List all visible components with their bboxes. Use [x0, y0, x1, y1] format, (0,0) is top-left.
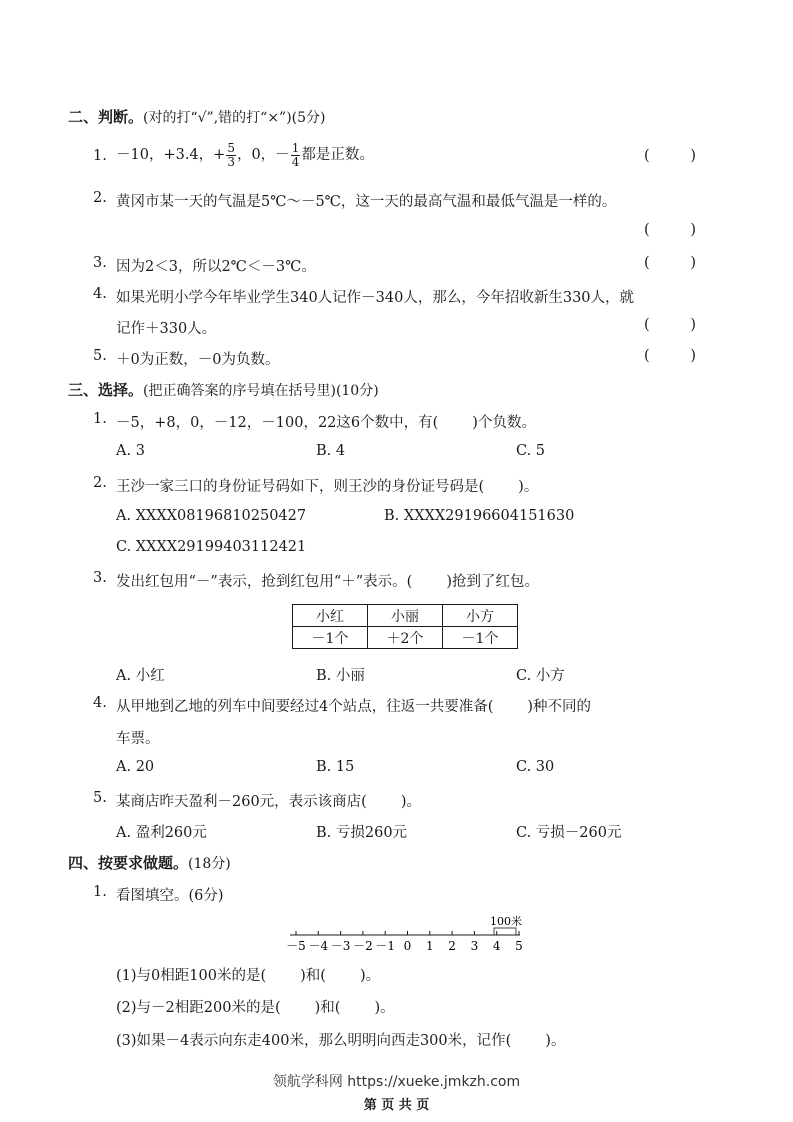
table-cell: ＋2个: [368, 627, 443, 649]
answer-paren[interactable]: [644, 255, 696, 271]
q-number: 4.: [93, 695, 107, 711]
fraction: [226, 142, 236, 169]
section-note: (对的打“√”,错的打“×”)(5分): [143, 110, 326, 126]
number-line-tick-label: 2: [448, 939, 456, 953]
table-header-cell: 小红: [293, 605, 368, 627]
option-b: B. XXXX29196604151630: [384, 508, 575, 524]
number-line-tick-label: －5: [286, 939, 306, 953]
number-line-tick-label: －4: [308, 939, 329, 953]
q-text: )。: [545, 1033, 566, 1049]
watermark: 领航学科网 https://xueke.jmkzh.com: [272, 1074, 521, 1090]
option-a: A. 盈利260元: [116, 825, 207, 841]
q-text: 某商店昨天盈利－260元，表示该商店(: [116, 794, 367, 810]
table-header-cell: 小丽: [368, 605, 443, 627]
answer-paren[interactable]: [644, 317, 696, 333]
paren-open: (: [644, 348, 650, 364]
option-c: C. XXXX29199403112421: [116, 539, 307, 555]
number-line-tick-label: 5: [515, 939, 523, 953]
choice-question-4: [116, 695, 591, 716]
paren-open: (: [644, 255, 650, 271]
option-c: C. 30: [516, 759, 555, 775]
q-text: )。: [400, 794, 422, 810]
option-c: C. 亏损－260元: [516, 825, 622, 841]
q-text: )。: [518, 479, 539, 495]
table-cell: －1个: [293, 627, 368, 649]
paren-open: (: [644, 148, 650, 164]
task-question-1: 看图填空。(6分): [116, 888, 224, 904]
q-number: 3.: [93, 255, 107, 271]
option-c: C. 5: [516, 443, 546, 459]
paren-close: ): [690, 348, 696, 364]
table-row: [293, 627, 518, 649]
number-line-tick-label: 4: [492, 939, 501, 953]
number-line-tick-label: －2: [353, 939, 373, 953]
answer-paren[interactable]: [644, 148, 696, 164]
answer-paren[interactable]: [644, 348, 696, 364]
number-line-tick-label: －3: [330, 939, 351, 953]
q-text: (2)与－2相距200米的是(: [116, 1000, 281, 1016]
section-note: (把正确答案的序号填在括号里)(10分): [143, 383, 379, 399]
paren-close: ): [690, 148, 696, 164]
q-text: (3)如果－4表示向东走400米，那么明明向西走300米，记作(: [116, 1033, 512, 1049]
fill-blank-1: [116, 964, 380, 985]
option-b: B. 小丽: [316, 668, 365, 684]
judge-question-4-line1: 如果光明小学今年毕业学生340人记作－340人，那么，今年招收新生330人，就: [116, 290, 635, 306]
q-text: 都是正数。: [301, 147, 374, 163]
q-text: )抢到了红包。: [446, 574, 539, 590]
section-3-title: [68, 379, 379, 400]
option-b: B. 15: [316, 759, 355, 775]
q-text: 从甲地到乙地的列车中间要经过4个站点，往返一共要准备(: [116, 699, 494, 715]
option-c: C. 小方: [516, 668, 565, 684]
option-a: A. 20: [116, 759, 155, 775]
scale-bar: [494, 928, 516, 935]
number-line-ticks: [286, 931, 523, 953]
q-text: )和(: [314, 1000, 341, 1016]
fraction: [291, 142, 301, 169]
section-note: (18分): [188, 856, 231, 872]
number-line-tick-label: 1: [425, 939, 434, 953]
q-text: －10，+3.4，+: [116, 147, 226, 163]
frac-num: 1: [291, 140, 300, 155]
q-text: 王沙一家三口的身份证号码如下，则王沙的身份证号码是(: [116, 479, 485, 495]
q-number: 1.: [93, 884, 107, 900]
section-title-text: 二、判断。: [68, 108, 144, 126]
red-packet-table: [292, 604, 518, 649]
q-number: 1.: [93, 148, 107, 164]
table-header-row: [293, 605, 518, 627]
section-title-text: 四、按要求做题。: [68, 854, 189, 872]
section-2-title: [68, 106, 326, 127]
q-text: )。: [374, 1000, 395, 1016]
choice-question-3: [116, 570, 539, 591]
scale-label: 100米: [490, 915, 522, 928]
paren-open: (: [644, 222, 650, 238]
q-text: －5，+8，0，－12，－100，22这6个数中，有(: [116, 415, 439, 431]
q-number: 1.: [93, 411, 107, 427]
number-line: [284, 912, 534, 954]
judge-question-2: 黄冈市某一天的气温是5℃～－5℃，这一天的最高气温和最低气温是一样的。: [116, 194, 617, 210]
paren-close: ): [690, 317, 696, 333]
fill-blank-2: [116, 996, 395, 1017]
page-number: 第 页 共 页: [363, 1098, 430, 1113]
paren-open: (: [644, 317, 650, 333]
q-number: 3.: [93, 570, 107, 586]
q-text: )和(: [300, 968, 326, 984]
option-b: B. 亏损260元: [316, 825, 408, 841]
option-b: B. 4: [316, 443, 346, 459]
q-number: 5.: [93, 790, 107, 806]
choice-question-2: [116, 475, 538, 496]
q-text: ，0，－: [236, 147, 290, 163]
q-text: )个负数。: [472, 415, 536, 431]
q-number: 4.: [93, 286, 107, 302]
judge-question-3: 因为2＜3，所以2℃＜－3℃。: [116, 259, 316, 275]
table-header-cell: 小方: [443, 605, 518, 627]
paren-close: ): [690, 222, 696, 238]
q-number: 5.: [93, 348, 107, 364]
choice-question-1: [116, 411, 536, 432]
choice-question-4-line2: 车票。: [116, 731, 160, 747]
option-a: A. 小红: [116, 668, 165, 684]
frac-den: 3: [227, 154, 235, 169]
frac-den: 4: [291, 154, 300, 169]
section-4-title: [68, 852, 231, 873]
q-text: )。: [359, 968, 381, 984]
option-a: A. XXXX08196810250427: [116, 508, 307, 524]
q-number: 2.: [93, 190, 107, 206]
number-line-tick-label: －1: [375, 939, 396, 953]
answer-paren[interactable]: [644, 222, 696, 238]
judge-question-4-line2: 记作＋330人。: [116, 321, 217, 337]
paren-close: ): [690, 255, 696, 271]
option-a: A. 3: [116, 443, 145, 459]
number-line-tick-label: 0: [403, 939, 412, 953]
fill-blank-3: [116, 1029, 565, 1050]
q-text: 发出红包用“－”表示，抢到红包用“＋”表示。(: [116, 574, 413, 590]
table-cell: －1个: [443, 627, 518, 649]
judge-question-1: [116, 140, 374, 170]
section-title-text: 三、选择。: [68, 381, 144, 399]
q-text: )种不同的: [527, 699, 592, 715]
q-number: 2.: [93, 475, 107, 491]
judge-question-5: ＋0为正数，－0为负数。: [116, 352, 280, 368]
q-text: (1)与0相距100米的是(: [116, 968, 267, 984]
number-line-tick-label: 3: [470, 939, 479, 953]
choice-question-5: [116, 790, 421, 811]
frac-num: 5: [227, 140, 235, 155]
